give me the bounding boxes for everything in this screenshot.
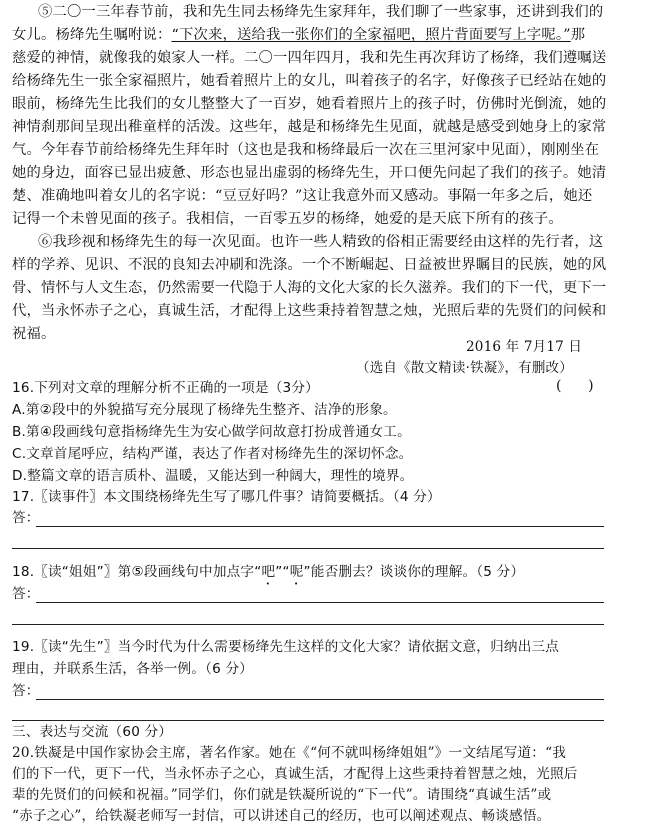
q18-stem-mid: ”“	[275, 564, 290, 580]
p5-underlined-quote: “下次来，送给我一张你们的全家福吧，照片背面要写上字呢。”	[171, 27, 571, 43]
q16-option-c: C.文章首尾呼应，结构严谨，表达了作者对杨绛先生的深切怀念。	[12, 446, 413, 462]
q18-answer-line-1[interactable]	[36, 602, 604, 603]
q19-answer-label: 答：	[12, 683, 40, 699]
p5-line-8: 她的身边，面容已显出疲惫、形态也显出虚弱的杨绛先生，开口便先问起了我们的孩子。她清	[12, 165, 607, 181]
p6-line-5: 祝福。	[12, 326, 56, 342]
p6-line-3: 骨、情怀与人文生态，仍然需要一代隐于人海的文化大家的长久滋养。我们的下一代，更下一	[12, 280, 607, 296]
q19-answer-line-1[interactable]	[36, 699, 604, 700]
q16-stem: 16.下列对文章的理解分析不正确的一项是（3分）	[12, 380, 319, 396]
q20-line-4: “赤子之心”，给铁凝老师写一封信，可以讲述自己的经历，也可以阐述观点、畅谈感悟。	[12, 808, 551, 824]
p5-line-7: 气。今年春节前给杨绛先生拜年时（这也是我和杨绛最后一次在三里河家中见面），刚刚坐在	[12, 142, 600, 158]
section3-heading: 三、表达与交流（60 分）	[12, 724, 173, 740]
q18-answer-line-2[interactable]	[12, 624, 604, 625]
passage-source: （选自《散文精读·铁凝》，有删改）	[356, 360, 573, 376]
p5-line-2	[12, 25, 585, 45]
p6-line-4: 代，当永怀赤子之心，真诚生活，才配得上这些秉持着智慧之烛，光照后辈的先贤们的问候和	[12, 303, 607, 319]
q20-line-2: 们的下一代，更下一代，当永怀赤子之心，真诚生活，才配得上这些秉持着智慧之烛，光照后	[12, 766, 578, 782]
p5-line-4: 给杨绛先生一张全家福照片，她看着照片上的女儿，叫着孩子的名字，好像孩子已经站在她的	[12, 73, 607, 89]
q17-stem: 17.〖读事件〗本文围绕杨绛先生写了哪几件事？请简要概括。（4 分）	[12, 489, 441, 505]
p5-line-2-end: 那	[570, 27, 586, 43]
passage-date: 2016 年 7月17 日	[466, 339, 583, 355]
q17-answer-label: 答：	[12, 510, 40, 526]
p5-line-6: 神情刹那间呈现出稚童样的活泼。这些年，越是和杨绛先生见面，就越是感受到她身上的家常	[12, 119, 607, 135]
p6-line-2: 样的学养、见识、不泯的良知去冲刷和洗涤。一个不断崛起、日益被世界瞩目的民族，她的风	[12, 257, 607, 273]
p5-line-5: 眼前，杨绛先生比我们的女儿整整大了一百岁，她看着照片上的孩子时，仿佛时光倒流，她的	[12, 96, 607, 112]
q18-stem-start: 18.〖读“姐姐”〗第⑤段画线句中加点字“	[12, 564, 262, 580]
p5-line-9: 楚、准确地叫着女儿的名字说：“豆豆好吗？”这让我意外而又感动。事隔一年多之后，她还	[12, 188, 593, 204]
q18-dotted-ne: 呢	[289, 564, 304, 580]
p5-line-1: ⑤二〇一三年春节前，我和先生同去杨绛先生家拜年，我们聊了一些家事，还讲到我们的	[38, 4, 604, 20]
p5-line-2-start: 女儿。杨绛先生嘱咐说：	[12, 27, 172, 43]
q18-stem	[12, 562, 524, 588]
q16-option-b: B.第④段画线句意指杨绛先生为安心做学问故意打扮成普通女工。	[12, 424, 411, 440]
p5-line-3: 慈爱的神情，就像我的娘家人一样。二〇一四年四月，我和先生再次拜访了杨绛，我们遵嘱送	[12, 50, 607, 66]
q19-stem-line-2: 理由，并联系生活，各举一例。（6 分）	[12, 661, 254, 677]
p6-line-1: ⑥我珍视和杨绛先生的每一次见面。也许一些人精致的俗相正需要经由这样的先行者，这	[38, 234, 604, 250]
q16-answer-paren[interactable]: ( )	[556, 378, 594, 394]
q19-stem-line-1: 19.〖读“先生”〗当今时代为什么需要杨绛先生这样的文化大家？请依据文意，归纳出三点	[12, 639, 560, 655]
q16-option-a: A.第②段中的外貌描写充分展现了杨绛先生整齐、洁净的形象。	[12, 402, 397, 418]
q18-stem-end: ”能否删去？谈谈你的理解。（5 分）	[303, 564, 525, 580]
q17-answer-line-1[interactable]	[36, 526, 604, 527]
q19-answer-line-2[interactable]	[12, 720, 604, 721]
q18-dotted-ba: 吧	[261, 564, 276, 580]
q20-line-3: 辈的先贤们的问候和祝福。”同学们，你们就是铁凝所说的“下一代”。请围绕“真诚生活”或	[12, 787, 552, 803]
q18-answer-label: 答：	[12, 586, 40, 602]
p5-line-10: 记得一个未曾见面的孩子。我相信，一百零五岁的杨绛，她爱的是天底下所有的孩子。	[12, 211, 563, 227]
q16-option-d: D.整篇文章的语言质朴、温暖，又能达到一种阔大，理性的境界。	[12, 468, 414, 484]
q17-answer-line-2[interactable]	[12, 548, 604, 549]
q20-line-1: 20.铁凝是中国作家协会主席，著名作家。她在《“何不就叫杨绛姐姐”》一文结尾写道：“我	[12, 745, 567, 761]
